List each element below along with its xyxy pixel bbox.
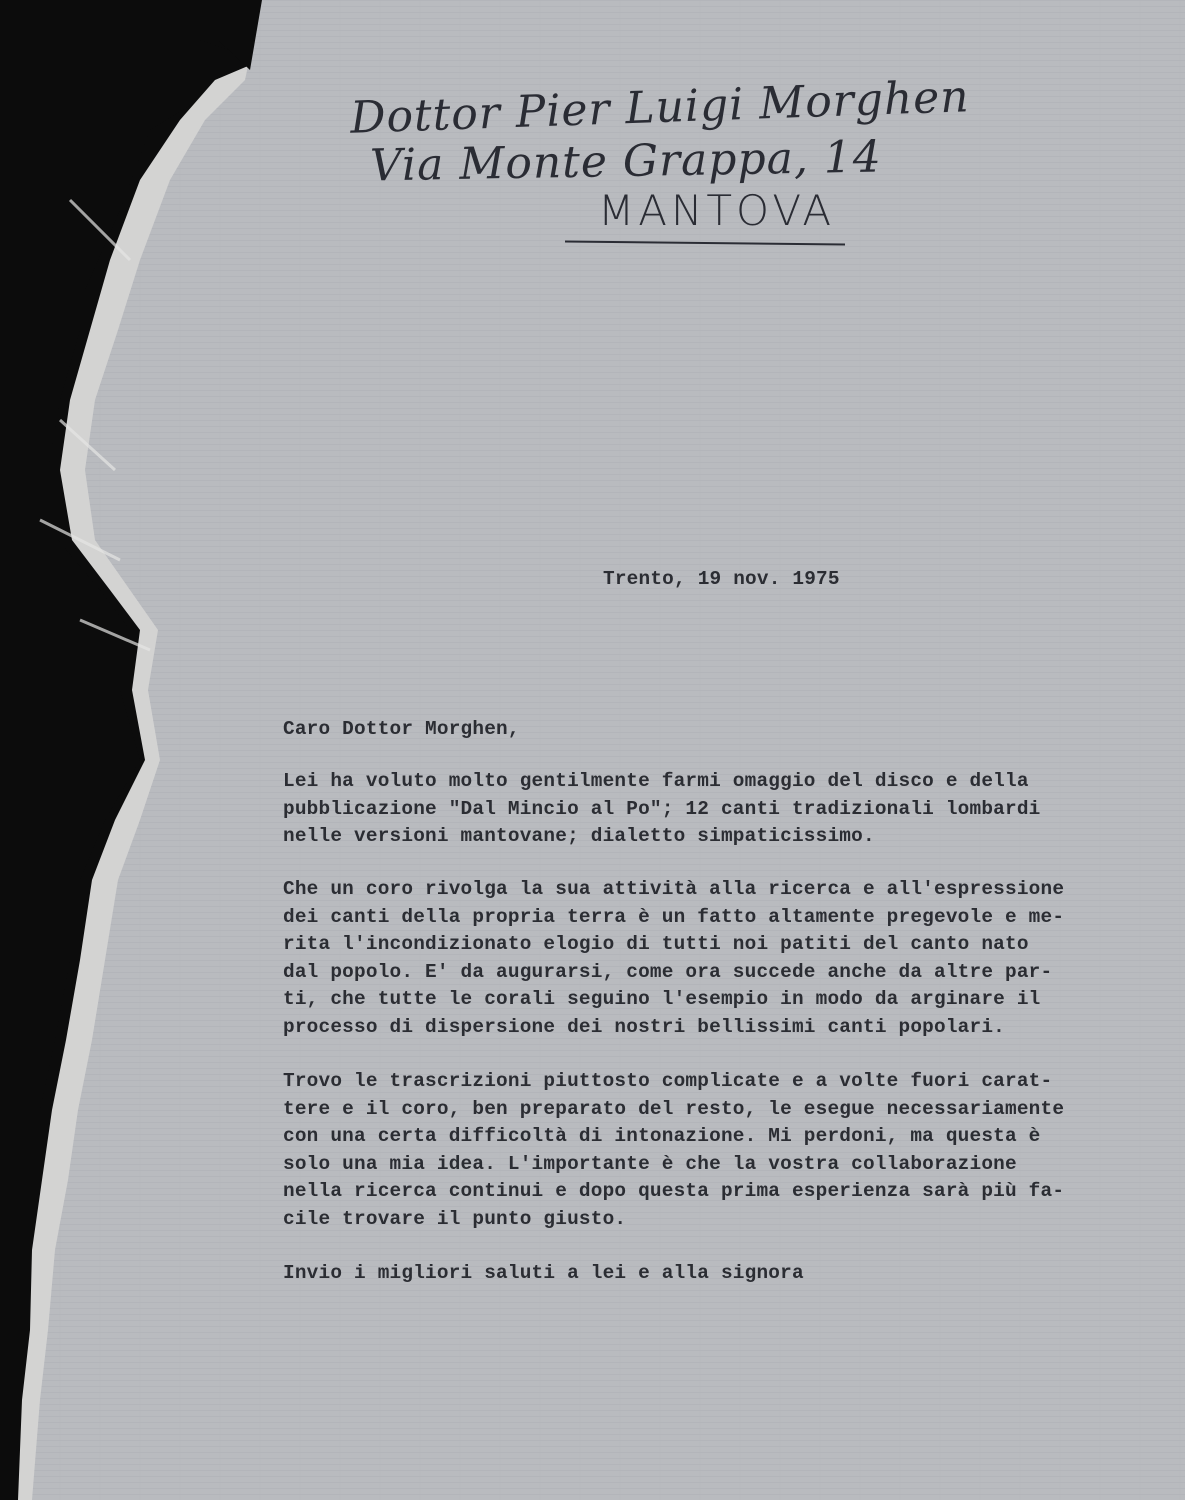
letter-closing: Invio i migliori saluti a lei e alla signora xyxy=(283,1262,804,1284)
handwritten-name: Dottor Pier Luigi Morghen xyxy=(349,71,971,144)
handwritten-street: Via Monte Grappa, 14 xyxy=(369,131,883,192)
handwritten-city: MANTOVA xyxy=(598,186,836,235)
letter-paragraph: Trovo le trascrizioni piuttosto complicate e a volte fuori carat- tere e il coro, ben preparato del resto, le esegue necessariamente con una certa difficoltà di intonazione. Mi perdoni, ma questa è solo una mia idea. L'importante è che la vostra collaborazione nella ricerca continui e dopo questa prima esperienza sarà più fa- cile trovare il punto giusto. xyxy=(283,1070,1065,1230)
letter-salutation: Caro Dottor Morghen, xyxy=(283,718,520,740)
letter-paragraph: Lei ha voluto molto gentilmente farmi omaggio del disco e della pubblicazione "Dal Mincio al Po"; 12 canti tradizionali lombardi nelle versioni mantovane; dialetto simpaticissimo. xyxy=(283,770,1041,848)
letter-paragraph: Che un coro rivolga la sua attività alla ricerca e all'espressione dei canti della propria terra è un fatto altamente pregevole e me- rita l'incondizionato elogio di tutti noi patiti del canto nato dal popolo. E' da augurarsi, come ora succede anche da altre par- ti, che tutte le corali seguino l'esempio in modo da arginare il processo di dispersione dei nostri bellissimi canti popolari. xyxy=(283,878,1065,1038)
letter-date: Trento, 19 nov. 1975 xyxy=(603,568,840,590)
